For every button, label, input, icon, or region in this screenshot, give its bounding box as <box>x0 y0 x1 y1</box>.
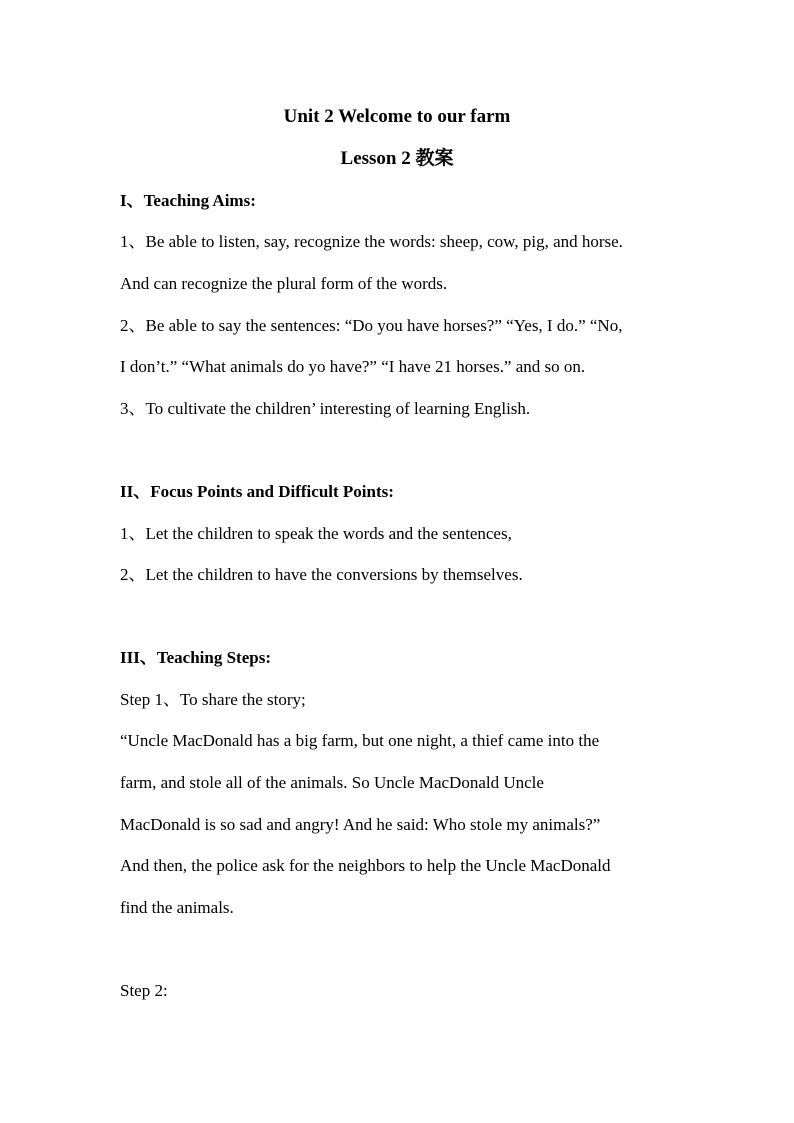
paragraph-line: find the animals. <box>120 898 234 917</box>
document-title: Unit 2 Welcome to our farm <box>283 106 511 127</box>
paragraph-line: 2、Let the children to have the conversions by themselves. <box>120 565 523 584</box>
section-heading-teaching-aims: I、Teaching Aims: <box>120 191 256 210</box>
paragraph-line: “Uncle MacDonald has a big farm, but one night, a thief came into the <box>120 731 600 750</box>
paragraph-line: 1、Be able to listen, say, recognize the words: sheep, cow, pig, and horse. <box>120 232 623 251</box>
paragraph-line: 1、Let the children to speak the words and the sentences, <box>120 524 512 543</box>
paragraph-line: farm, and stole all of the animals. So Uncle MacDonald Uncle <box>120 773 544 792</box>
section-heading-teaching-steps: III、Teaching Steps: <box>120 648 271 667</box>
paragraph-line: MacDonald is so sad and angry! And he said: Who stole my animals?” <box>120 815 601 834</box>
section-heading-focus-points: II、Focus Points and Difficult Points: <box>120 482 394 501</box>
paragraph-line: Step 1、To share the story; <box>120 690 306 709</box>
paragraph-line: 3、To cultivate the children’ interesting of learning English. <box>120 399 531 418</box>
paragraph-line: And then, the police ask for the neighbors to help the Uncle MacDonald <box>120 856 611 875</box>
document-subtitle: Lesson 2 教案 <box>340 148 454 169</box>
paragraph-line: 2、Be able to say the sentences: “Do you have horses?” “Yes, I do.” “No, <box>120 316 623 335</box>
paragraph-line: And can recognize the plural form of the words. <box>120 274 448 293</box>
paragraph-line: Step 2: <box>120 981 168 1000</box>
paragraph-line: I don’t.” “What animals do yo have?” “I have 21 horses.” and so on. <box>120 357 586 376</box>
